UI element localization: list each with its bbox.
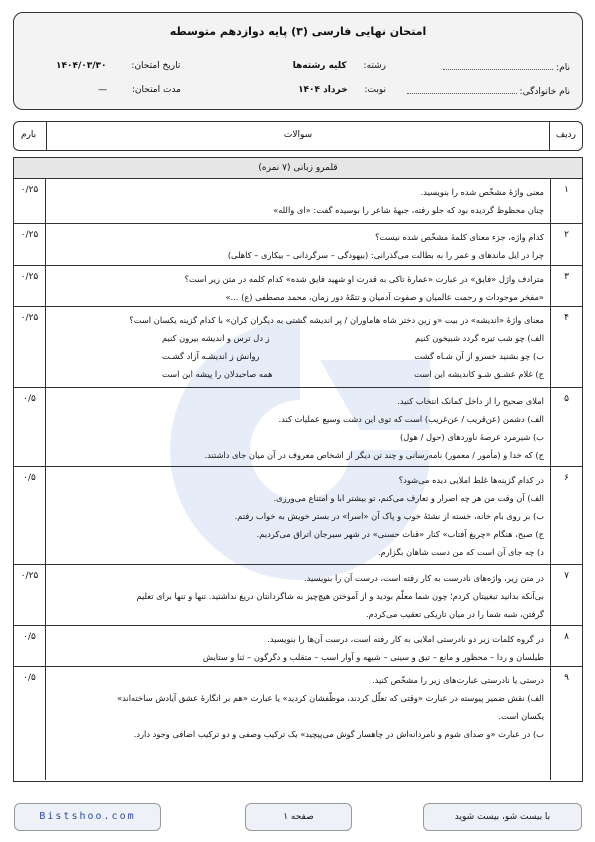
col-row-label: ردیف: [555, 130, 576, 140]
date-field: [56, 61, 180, 71]
turn-field: [298, 85, 386, 95]
footer-page-box: [245, 803, 352, 831]
family-label: نام خانوادگی:: [519, 87, 570, 97]
turn-value: خرداد ۱۴۰۴: [298, 85, 348, 95]
question-line: طیلسان و ردا – محظور و مانع – تیق و سینی – شیهه و آوار اسب – متقلب و دگرگون – ثنا و ستایش: [202, 652, 544, 662]
question-score: ۰/۲۵: [14, 179, 46, 223]
family-blank: [407, 85, 517, 94]
question-number: ۱: [550, 179, 582, 223]
questions-table: [13, 157, 583, 782]
question-score: ۰/۲۵: [14, 307, 46, 387]
exam-title: امتحان نهایی فارسی (۳) پایه دوازدهم متوسطه: [169, 25, 427, 38]
question-number: ۳: [550, 266, 582, 306]
question-line: در کدام گزینه‌ها غلط املایی دیده می‌شود؟: [398, 475, 544, 485]
footer-slogan: با بیست شو، بیست شوید: [454, 812, 551, 822]
question-line: الف) نقش ضمیر پیوسته در عبارت «وقتی که تعلّل کردند، موظّفشان کردید» یا عبارت «هم بر انگارهٔ عشق آیادش ساخته‌اند»: [117, 693, 544, 703]
col-score-label: بارم: [21, 130, 37, 140]
question-score: ۰/۲۵: [14, 224, 46, 265]
question-number: ۵: [550, 388, 582, 466]
question-line: چرا در ایل ماندهای و عمر را به بطالت می‌گذرانی: (بیهودگی – سرگردانی – بیکاری – کاهلی): [227, 250, 544, 260]
question-line: گرفتن، شبه شما را در میان تاریکی تعقیب می‌کردم.: [365, 609, 544, 619]
question-number: ۲: [550, 224, 582, 265]
question-line: در گروه کلمات زیر دو نادرستی املایی به کار رفته است، درست آن‌ها را بنویسید.: [267, 634, 544, 644]
question-line: الف) دشمن (عن‌قریب / عن‌غریب) است که توی این دشت وسیع عملیات کند.: [278, 414, 544, 424]
question-number: ۸: [550, 626, 582, 666]
section-title: قلمرو زبانی (۷ نمره): [14, 158, 582, 179]
question-line: د) چه جای آن است که من دست شاهان بگزارم.: [377, 547, 544, 557]
question-line: چنان محظوظ گردیده بود که جلو رفته، جبههٔ شاعر را بوسیده گفت: «ای والله»: [273, 205, 544, 215]
question-line: معنی واژهٔ مشخّص شده را بنویسید.: [420, 187, 544, 197]
question-row: [14, 565, 582, 626]
name-label: نام:: [556, 63, 570, 73]
question-line: کدام واژه، جزء معنای کلمهٔ مشخّص شده نیست؟: [375, 232, 544, 242]
question-line: درستی یا نادرستی عبارت‌های زیر را مشخّص کنید.: [372, 675, 544, 685]
question-line: ج) صبح، هنگام «چریغ آفتاب» کنار «قنات حسنی» در شهر سیرجان اتراق می‌کردیم.: [256, 529, 544, 539]
duration-value: —: [98, 85, 107, 95]
verse-first-half: الف) چو شب تیره گردد شبیخون کنیم: [415, 333, 544, 343]
footer-page-number: صفحه ۱: [283, 812, 314, 822]
question-row: [14, 388, 582, 467]
date-value: ۱۴۰۴/۰۳/۳۰: [56, 61, 107, 71]
question-score: ۰/۲۵: [14, 565, 46, 625]
question-line: معنای واژهٔ «اندیشه» در بیت «و زین دختر شاه هاماوران / پر اندیشه گشتی به دیگران کران» با کدام گزینه یکسان است؟: [129, 315, 544, 325]
question-row: [14, 626, 582, 667]
footer-brand: Bistshoo.com: [39, 811, 136, 822]
question-score: ۰/۵: [14, 467, 46, 564]
poem-verse: [52, 329, 544, 347]
duration-field: [98, 85, 181, 95]
question-line: ب) بر روی بام خانه، خسته از نشئهٔ خوب و پاک آن «اسرا» در بستر خویش به خواب رفتم.: [234, 511, 544, 521]
question-score: ۰/۵: [14, 388, 46, 466]
verse-second-half: روانش ز اندیشـه آزاد گشـت: [162, 351, 260, 361]
question-line: بی‌آنکه بدانید تبغییتان کردم؛ چون شما معلّم بودید و از آموختن هیچ‌چیز به شاگردانتان دریغ نداشتید. تنها و تنها برای تعلیم: [136, 591, 544, 601]
question-score: ۰/۲۵: [14, 266, 46, 306]
poem-verse: [52, 347, 544, 365]
footer-brand-box: [14, 803, 161, 831]
question-row: [14, 467, 582, 565]
question-line: «مفخر موجودات و رحمت عالمیان و صفوت آدمیان و تتمّهٔ دور زمان، محمد مصطفی (ع) ...»: [225, 292, 544, 302]
exam-header: [13, 12, 583, 110]
question-number: ۷: [550, 565, 582, 625]
question-row: [14, 667, 582, 780]
name-blank: [443, 61, 553, 70]
question-line: الف) آن وقت من هر چه اصرار و تعارف می‌کنم، تو بیشتر ابا و امتناع می‌ورزی.: [273, 493, 544, 503]
question-number: ۹: [550, 667, 582, 780]
question-row: [14, 307, 582, 388]
question-line: یکسان است.: [498, 711, 544, 721]
question-line: املای صحیح را از داخل کمانک انتخاب کنید.: [397, 396, 544, 406]
question-score: ۰/۵: [14, 667, 46, 780]
field-label: رشته:: [363, 61, 386, 71]
verse-first-half: ج) غلام عشـق شـو کاندیشه این است: [414, 369, 544, 379]
question-line: ب) در عبارت «و صدای شوم و نامردانه‌اش در چاهسار گوش می‌پیچید» یک ترکیب وصفی و دو ترکیب اضافی وجود دارد.: [133, 729, 544, 739]
column-header: [13, 121, 583, 151]
field-value: کلیه رشته‌ها: [292, 61, 347, 71]
name-field: [443, 61, 570, 73]
question-score: ۰/۵: [14, 626, 46, 666]
poem-verse: [52, 365, 544, 383]
verse-first-half: ب) چو بشنید خسرو از آن شـاه گشت: [414, 351, 544, 361]
duration-label: مدت امتحان:: [131, 85, 181, 95]
question-line: در متن زیر، واژه‌های نادرست به کار رفته است، درست آن را بنویسید.: [304, 573, 544, 583]
question-row: [14, 266, 582, 307]
verse-second-half: همه صاحبدلان را پیشه این است: [162, 369, 273, 379]
field-field: [293, 61, 386, 71]
question-line: مترادف واژل «فایق» در عبارت «عمارهٔ تاکی به قدرت او شهید فایق شده» کدام کلمه در متن زیر است؟: [184, 274, 544, 284]
family-field: [407, 85, 570, 97]
verse-second-half: ز دل ترس و اندیشه بیرون کنیم: [162, 333, 270, 343]
question-row: [14, 179, 582, 224]
footer-slogan-box: [423, 803, 582, 831]
date-label: تاریخ امتحان:: [131, 61, 181, 71]
question-line: ج) که خدا و (مأمور / معمور) نامه‌رسانی و چند تن دیگر از اشخاص معروف در آن میان جای داشتند.: [204, 450, 544, 460]
question-number: ۴: [550, 307, 582, 387]
question-number: ۶: [550, 467, 582, 564]
question-row: [14, 224, 582, 266]
turn-label: نوبت:: [364, 85, 386, 95]
col-questions-label: سوالات: [283, 130, 313, 140]
question-line: ب) شیرمرد عرصهٔ ناوردهای (حول / هول): [400, 432, 544, 442]
